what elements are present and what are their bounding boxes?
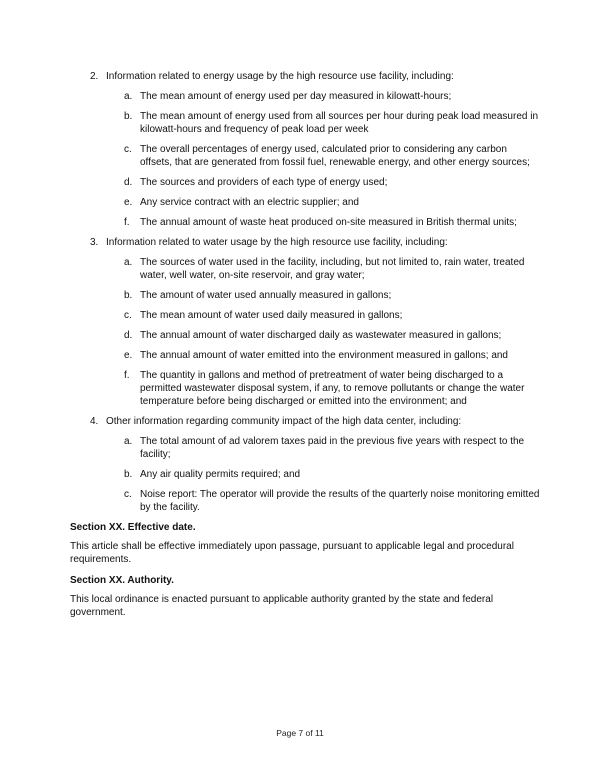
sub-list-item-text: The sources of water used in the facility, including, but not limited to, rain water, treated water, well water, on-site reservoir, and gray water;: [140, 257, 525, 281]
sub-list-item-letter: b.: [124, 469, 133, 480]
sub-list: [70, 90, 540, 229]
sub-list-item: [70, 176, 540, 189]
sub-list: [70, 256, 540, 408]
list-item-number: 3.: [90, 237, 99, 248]
document-body: [70, 70, 540, 627]
section-paragraph: This local ordinance is enacted pursuant to applicable authority granted by the state and federal government.: [70, 594, 494, 618]
sub-list-item-letter: a.: [124, 436, 133, 447]
sub-list-item-text: Noise report: The operator will provide the results of the quarterly noise monitoring emitted by the facility.: [140, 489, 540, 513]
sub-list-item-letter: c.: [124, 310, 132, 321]
sub-list-item-letter: b.: [124, 290, 133, 301]
sections: [70, 521, 540, 619]
sub-list-item: [70, 110, 540, 136]
sub-list-item-text: The annual amount of waste heat produced on-site measured in British thermal units;: [140, 217, 517, 228]
sub-list-item-letter: c.: [124, 144, 132, 155]
sub-list-item: [70, 143, 540, 169]
sub-list-item-text: The amount of water used annually measured in gallons;: [140, 290, 392, 301]
sub-list-item-text: The mean amount of water used daily measured in gallons;: [140, 310, 403, 321]
sub-list: [70, 435, 540, 514]
sub-list-item-text: The mean amount of energy used per day measured in kilowatt-hours;: [140, 91, 452, 102]
sub-list-item: [70, 309, 540, 322]
sub-list-item-letter: a.: [124, 257, 133, 268]
sub-list-item-text: The total amount of ad valorem taxes paid in the previous five years with respect to the facility;: [140, 436, 525, 460]
sub-list-item: [70, 468, 540, 481]
sub-list-item: [70, 435, 540, 461]
sub-list-item: [70, 196, 540, 209]
sub-list-item-letter: d.: [124, 177, 133, 188]
sub-list-item: [70, 289, 540, 302]
numbered-list: [70, 70, 540, 514]
sub-list-item: [70, 329, 540, 342]
sub-list-item-letter: e.: [124, 350, 133, 361]
list-item-text: Information related to water usage by the high resource use facility, including:: [106, 237, 448, 248]
sub-list-item-letter: d.: [124, 330, 133, 341]
list-item-number: 2.: [90, 71, 99, 82]
sub-list-item: [70, 90, 540, 103]
sub-list-item: [70, 369, 540, 408]
section-heading: Section XX. Authority.: [70, 575, 174, 586]
list-item-text: Information related to energy usage by the high resource use facility, including:: [106, 71, 454, 82]
list-item-number: 4.: [90, 416, 99, 427]
sub-list-item-letter: e.: [124, 197, 133, 208]
sub-list-item-text: The sources and providers of each type of energy used;: [140, 177, 388, 188]
list-item: [70, 236, 540, 249]
sub-list-item: [70, 349, 540, 362]
sub-list-item-text: The annual amount of water emitted into the environment measured in gallons; and: [140, 350, 508, 361]
sub-list-item-text: The overall percentages of energy used, calculated prior to considering any carbon offsets, that are generated from fossil fuel, renewable energy, and other energy sources;: [140, 144, 530, 168]
sub-list-item-text: Any air quality permits required; and: [140, 469, 301, 480]
sub-list-item-letter: c.: [124, 489, 132, 500]
sub-list-item-text: The mean amount of energy used from all sources per hour during peak load measured in kilowatt-hours and frequency of peak load per week: [140, 111, 539, 135]
section-paragraph: This article shall be effective immediately upon passage, pursuant to applicable legal and procedural requirements.: [70, 541, 514, 565]
page-footer: Page 7 of 11: [276, 728, 324, 738]
sub-list-item-letter: f.: [124, 217, 130, 228]
sub-list-item: [70, 488, 540, 514]
list-item: [70, 415, 540, 428]
sub-list-item: [70, 216, 540, 229]
sub-list-item-letter: f.: [124, 370, 130, 381]
sub-list-item-letter: b.: [124, 111, 133, 122]
sub-list-item-text: Any service contract with an electric supplier; and: [140, 197, 359, 208]
sub-list-item-text: The annual amount of water discharged daily as wastewater measured in gallons;: [140, 330, 502, 341]
list-item-text: Other information regarding community impact of the high data center, including:: [106, 416, 462, 427]
sub-list-item: [70, 256, 540, 282]
section-heading: Section XX. Effective date.: [70, 522, 196, 533]
sub-list-item-text: The quantity in gallons and method of pretreatment of water being discharged to a permitted wastewater disposal system, if any, to remove pollutants or change the water temperature before being discharged or emitted into the environment; and: [140, 370, 525, 407]
list-item: [70, 70, 540, 83]
sub-list-item-letter: a.: [124, 91, 133, 102]
